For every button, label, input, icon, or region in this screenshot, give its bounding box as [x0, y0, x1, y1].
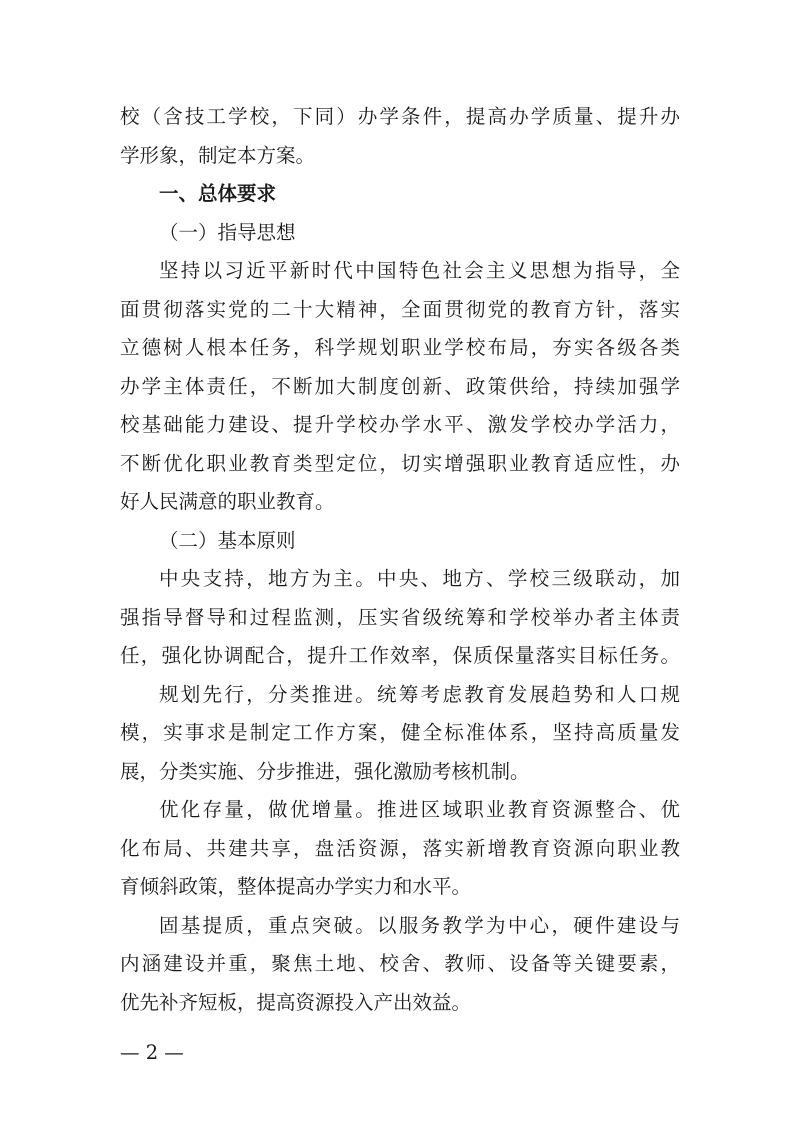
paragraph-line: 内涵建设并重，聚焦土地、校舍、教师、设备等关键要素，: [120, 952, 680, 975]
paragraph-line: 校基础能力建设、提升学校办学水平、激发学校办学活力，: [120, 413, 680, 436]
subsection-heading: （二）基本原则: [159, 529, 296, 552]
paragraph-line: 模，实事求是制定工作方案，健全标准体系，坚持高质量发: [120, 721, 680, 744]
paragraph-line: 固基提质，重点突破。以服务教学为中心，硬件建设与: [159, 914, 680, 937]
paragraph-line: 坚持以习近平新时代中国特色社会主义思想为指导，全: [159, 259, 680, 282]
paragraph-line: 面贯彻落实党的二十大精神，全面贯彻党的教育方针，落实: [120, 298, 680, 321]
paragraph-line: 展，分类实施、分步推进，强化激励考核机制。: [120, 760, 530, 783]
paragraph-line: 任，强化协调配合，提升工作效率，保质保量落实目标任务。: [120, 644, 680, 667]
paragraph-line: 中央支持，地方为主。中央、地方、学校三级联动，加: [159, 567, 680, 590]
page-number: — 2 —: [120, 1041, 184, 1064]
paragraph-line: 优先补齐短板，提高资源投入产出效益。: [120, 991, 472, 1014]
paragraph-line: 规划先行，分类推进。统筹考虑教育发展趋势和人口规: [159, 683, 680, 706]
paragraph-line: 育倾斜政策，整体提高办学实力和水平。: [120, 875, 472, 898]
paragraph-line: 好人民满意的职业教育。: [120, 490, 335, 513]
paragraph-line: 化布局、共建共享，盘活资源，落实新增教育资源向职业教: [120, 837, 680, 860]
paragraph-line: 优化存量，做优增量。推进区域职业教育资源整合、优: [159, 798, 680, 821]
paragraph-line: 立德树人根本任务，科学规划职业学校布局，夯实各级各类: [120, 336, 680, 359]
section-heading: 一、总体要求: [159, 182, 277, 205]
paragraph-line: 学形象，制定本方案。: [120, 144, 316, 167]
paragraph-line: 办学主体责任，不断加大制度创新、政策供给，持续加强学: [120, 375, 680, 398]
paragraph-line: 不断优化职业教育类型定位，切实增强职业教育适应性，办: [120, 452, 680, 475]
subsection-heading: （一）指导思想: [159, 221, 296, 244]
paragraph-line: 强指导督导和过程监测，压实省级统筹和学校举办者主体责: [120, 606, 680, 629]
paragraph-line: 校（含技工学校，下同）办学条件，提高办学质量、提升办: [120, 105, 680, 128]
